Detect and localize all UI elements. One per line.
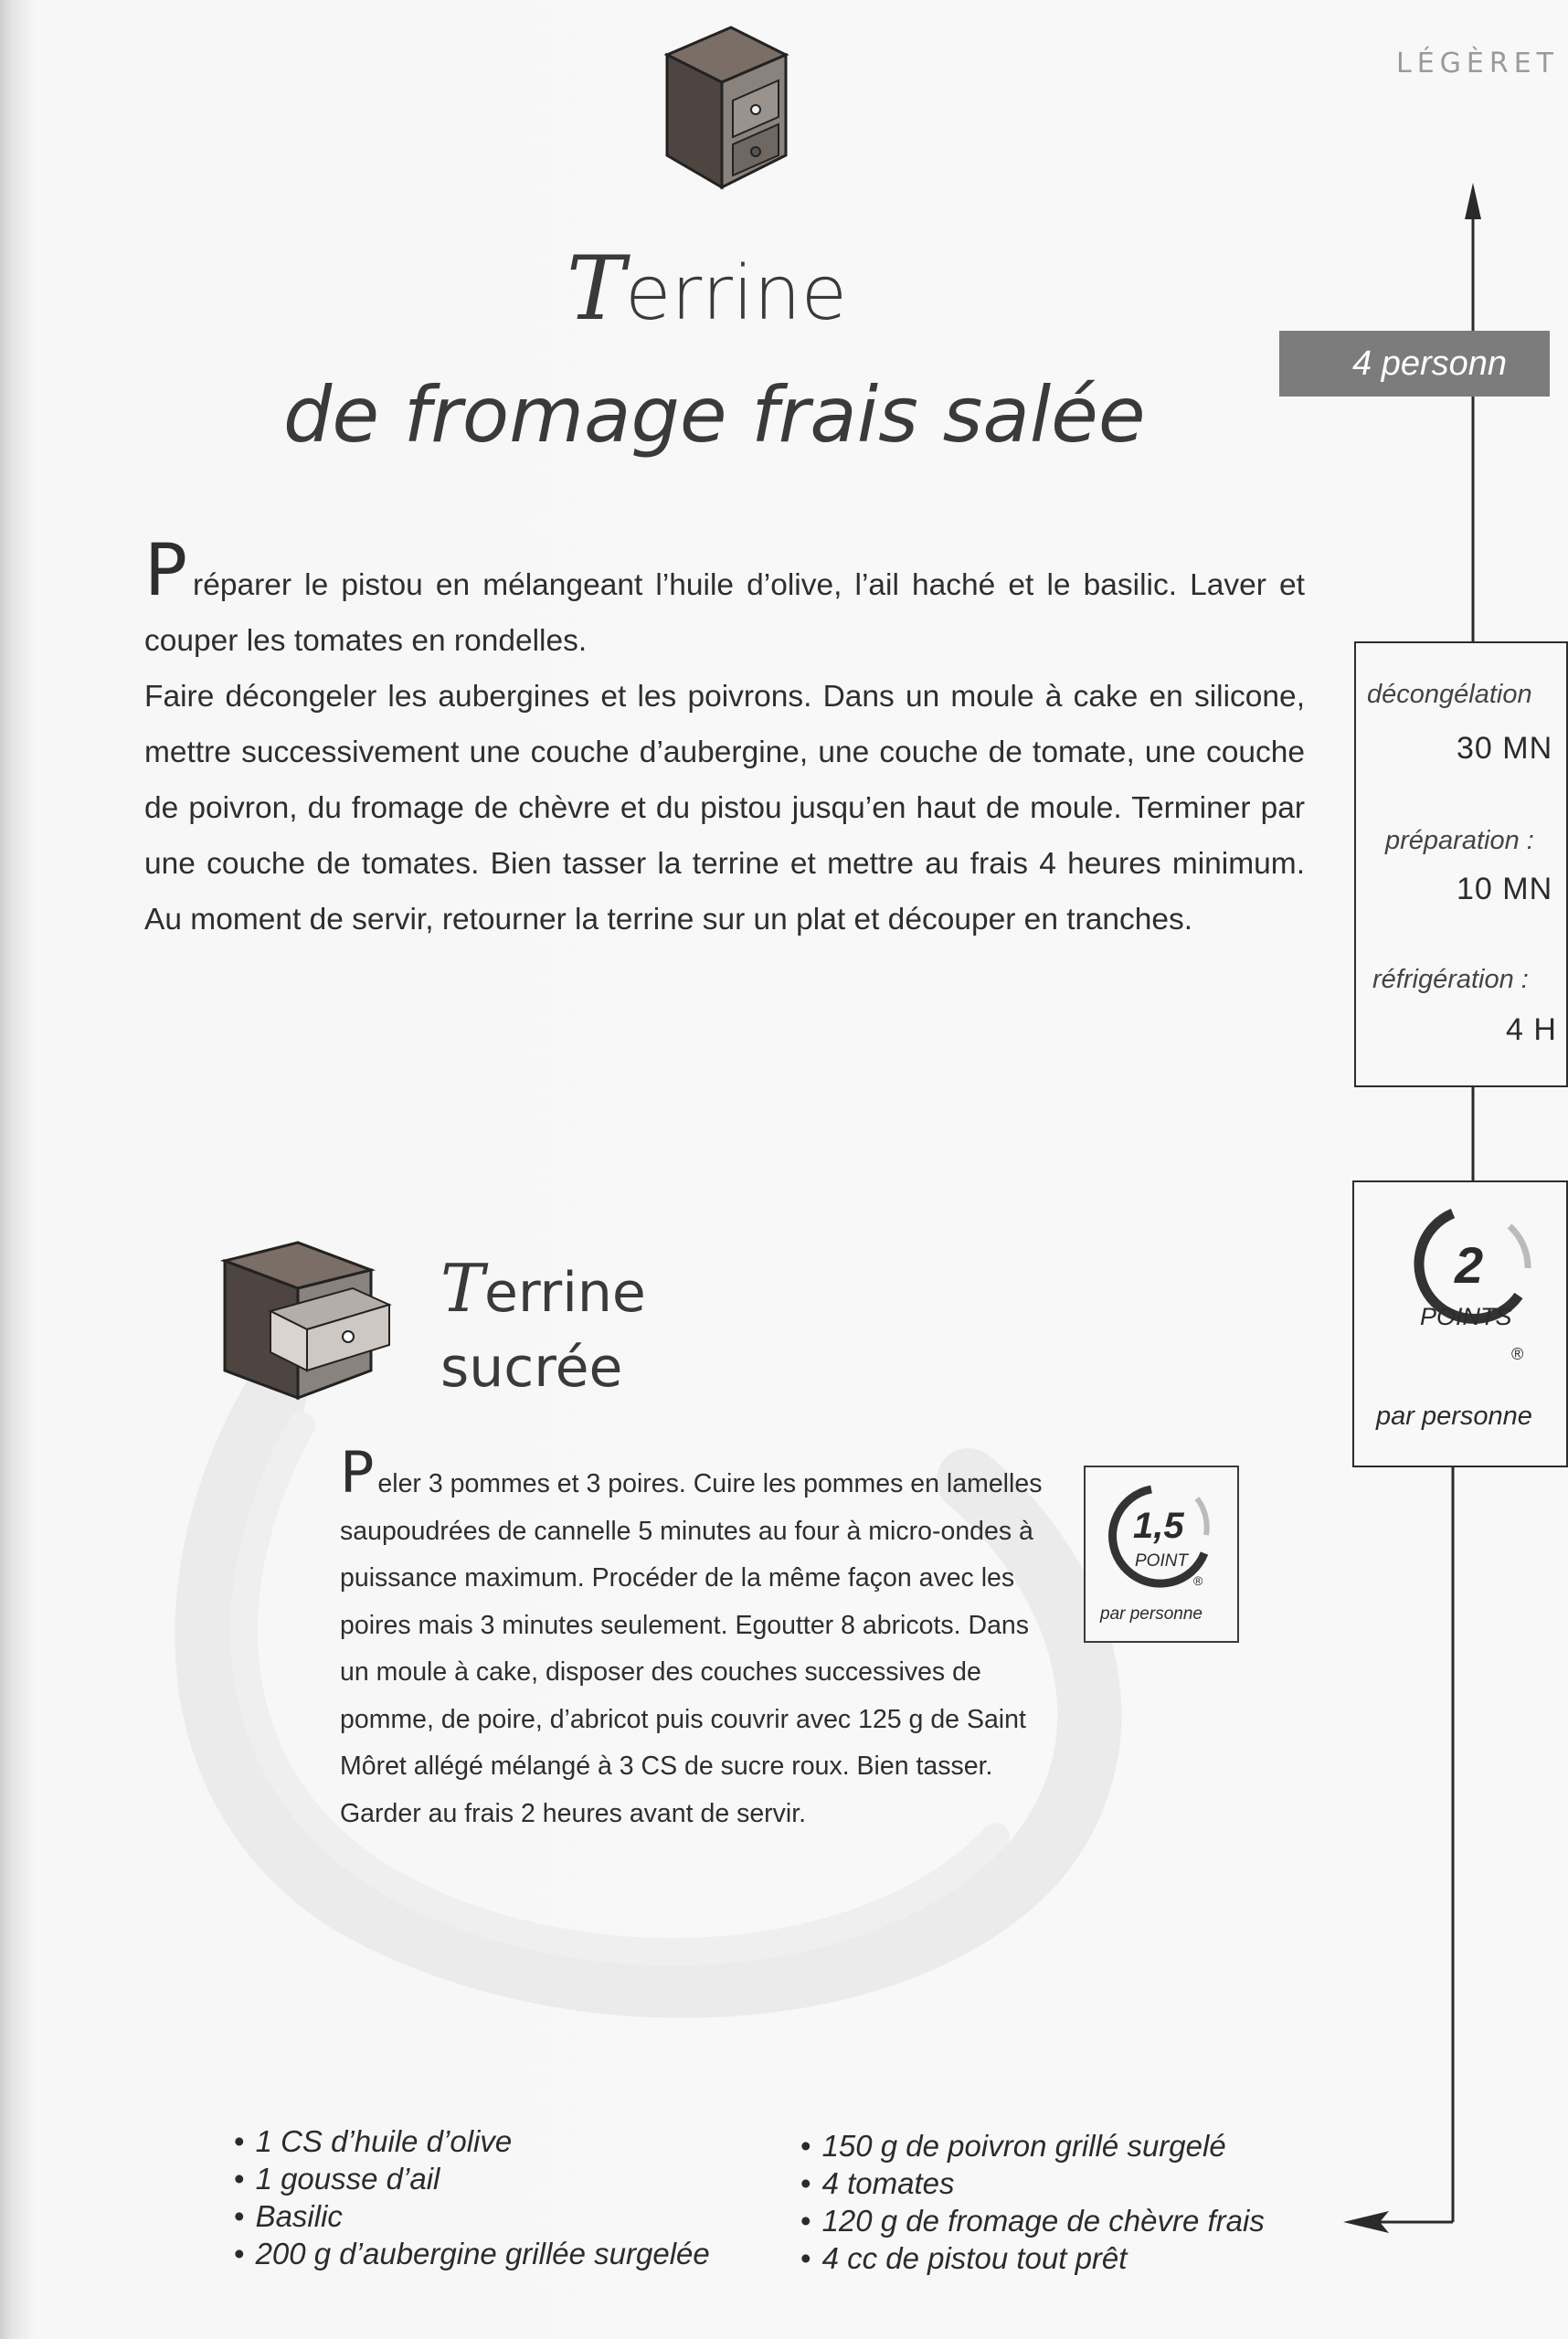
recipe2-points-badge [1084, 1466, 1239, 1643]
ingredient-item: • 4 cc de pistou tout prêt [800, 2239, 1265, 2277]
time-value-defrost: 30 MN [1457, 731, 1553, 766]
time-label-prep: préparation : [1385, 826, 1534, 855]
recipe2-title-cap: T [440, 1250, 485, 1327]
section-header: LÉGÈRET [1396, 48, 1559, 79]
recipe1-subtitle: de fromage frais salée [283, 370, 1146, 460]
time-box [1354, 641, 1568, 1087]
recipe2-dropcap: P [340, 1439, 375, 1506]
ingredients-right [800, 2127, 1265, 2277]
ingredient-item: • 1 gousse d’ail [234, 2160, 710, 2197]
drawer-cabinet-open-icon [216, 1224, 398, 1407]
ingredient-item: • 150 g de poivron grillé surgelé [800, 2127, 1265, 2164]
recipe2-points-per: par personne [1100, 1604, 1202, 1624]
recipe2-instructions [340, 1439, 1053, 1837]
ingredient-item: • 1 CS d’huile d’olive [234, 2122, 710, 2160]
recipe1-points-badge [1352, 1180, 1568, 1467]
ingredient-item: • 200 g d’aubergine grillée surgelée [234, 2235, 710, 2272]
recipe1-instructions [144, 530, 1305, 947]
recipe2-points-value: 1,5 [1133, 1506, 1184, 1546]
recipe2-subtitle: sucrée [440, 1336, 623, 1400]
recipe1-title-rest: errine [625, 250, 848, 337]
recipe1-title [567, 238, 847, 340]
recipe1-paragraph-2: Faire décongeler les aubergines et les poivrons. Dans un moule à cake en silicone, mettre successivement une couche d’aubergine, une couche de tomate, une couche de poivron, du fromage de chèvre et du pistou jusqu’en haut de moule. Terminer par une couche de tomates. Bien tasser la terrine et mettre au frais 4 heures minimum. Au moment de servir, retourner la terrine sur un plat et découper en tranches. [144, 680, 1305, 937]
recipe1-dropcap: P [144, 530, 188, 612]
time-label-defrost: décongélation [1367, 680, 1532, 709]
recipe1-paragraph-1: réparer le pistou en mélangeant l’huile d’olive, l’ail haché et le basilic. Laver et couper les tomates en rondelles. [144, 568, 1305, 658]
recipe2-paragraph: eler 3 pommes et 3 poires. Cuire les pommes en lamelles saupoudrées de cannelle 5 minutes au four à micro-ondes à puissance maximum. Procéder de la même façon avec les poires mais 3 minutes seulement. Egoutter 8 abricots. Dans un moule à cake, disposer des couches successives de pomme, de poire, d’abricot puis couvrir avec 125 g de Saint Môret allégé mélangé à 3 CS de sucre roux. Bien tasser. Garder au frais 2 heures avant de servir. [340, 1469, 1043, 1828]
drawer-cabinet-icon [658, 18, 795, 192]
recipe1-title-cap: T [567, 238, 626, 340]
arrow-up-icon [1465, 183, 1481, 219]
recipe1-points-value: 2 [1455, 1236, 1484, 1294]
ingredients-left [234, 2122, 710, 2272]
recipe2-points-unit: POINT [1135, 1551, 1189, 1571]
time-value-chill: 4 H [1506, 1012, 1557, 1047]
ingredient-item: • Basilic [234, 2197, 710, 2235]
recipe1-points-reg: ® [1511, 1345, 1524, 1363]
recipe2-title-rest: errine [484, 1261, 646, 1325]
servings-banner: 4 personn [1279, 331, 1550, 397]
ingredient-item: • 4 tomates [800, 2164, 1265, 2202]
time-value-prep: 10 MN [1457, 872, 1553, 906]
recipe2-title [440, 1250, 646, 1327]
time-label-chill: réfrigération : [1372, 965, 1529, 994]
recipe1-points-unit: POINTS [1420, 1303, 1512, 1330]
recipe2-points-reg: ® [1193, 1573, 1203, 1588]
recipe1-points-per: par personne [1376, 1402, 1532, 1431]
ingredient-item: • 120 g de fromage de chèvre frais [800, 2202, 1265, 2239]
